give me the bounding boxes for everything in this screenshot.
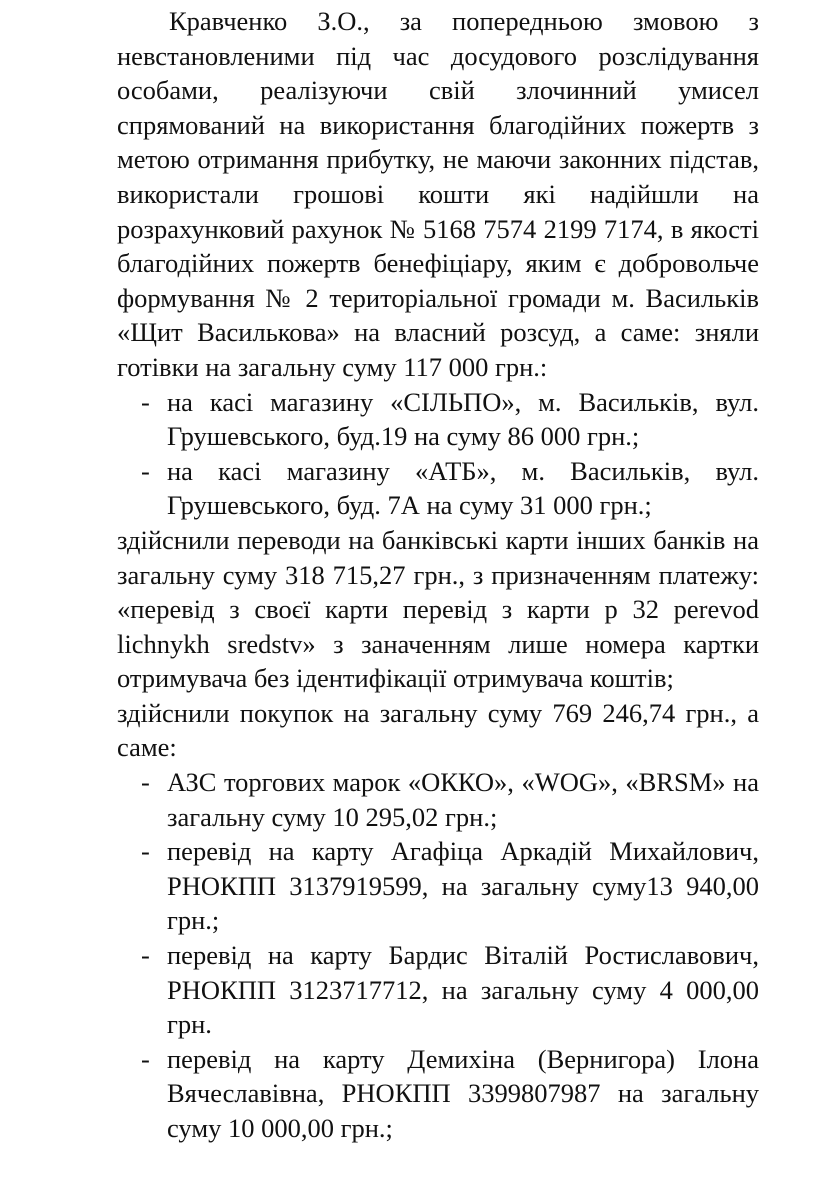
list-dash: - [141, 1043, 150, 1074]
list-item-text: перевід на карту Демихіна (Вернигора) Ілона Вячеславівна, РНОКПП 3399807987 на загальну суму 10 000,00 грн.; [167, 1043, 759, 1143]
list-item-text: на касі магазину «СІЛЬПО», м. Васильків, вул. Грушевського, буд.19 на суму 86 000 грн.; [167, 386, 759, 452]
cash-withdrawal-list [117, 385, 759, 523]
list-dash: - [141, 455, 150, 486]
purchases-list [117, 765, 759, 1146]
list-item [117, 454, 759, 523]
list-item [117, 1042, 759, 1146]
list-dash: - [141, 836, 150, 867]
list-item-text: АЗС торгових марок «ОККО», «WOG», «BRSM» на загальну суму 10 295,02 грн.; [167, 767, 759, 832]
list-item-text: перевід на карту Агафіца Аркадій Михайлович, РНОКПП 3137919599, на загальну суму13 940,00 грн.; [167, 836, 759, 936]
list-item [117, 765, 759, 834]
paragraph-bank-transfers: здійснили переводи на банківські карти інших банків на загальну суму 318 715,27 грн., з призначенням платежу: «перевід з своєї карти перевід з карти р 32 perevod lichnykh sredstv» з заначенням лише номера картки отримувача без ідентифікації отримувача коштів; [117, 524, 759, 694]
list-dash: - [141, 767, 150, 798]
list-dash: - [141, 386, 150, 417]
list-item [117, 938, 759, 1042]
document-body [117, 4, 759, 1146]
paragraph-purchases: здійснили покупок на загальну суму 769 246,74 грн., а саме: [117, 697, 759, 763]
list-item [117, 834, 759, 938]
paragraph-cash-withdrawal: Кравченко З.О., за попередньою змовою з невстановленими під час досудового розслідування особами, реалізуючи свій злочинний умисел спрямований на використання благодійних пожертв з метою отримання прибутку, не маючи законних підстав, використали грошові кошти які надійшли на розрахунковий рахунок № 5168 7574 2199 7174, в якості благодійних пожертв бенефіціару, яким є добровольче формування № 2 територіальної громади м. Васильків «Щит Василькова» на власний розсуд, а саме: зняли готівки на загальну суму 117 000 грн.: [117, 6, 759, 382]
list-item [117, 385, 759, 454]
list-item-text: на касі магазину «АТБ», м. Васильків, вул. Грушевського, буд. 7А на суму 31 000 грн.; [167, 455, 759, 521]
list-dash: - [141, 940, 150, 971]
list-item-text: перевід на карту Бардис Віталій Ростиславович, РНОКПП 3123717712, на загальну суму 4 000,00 грн. [167, 940, 759, 1040]
